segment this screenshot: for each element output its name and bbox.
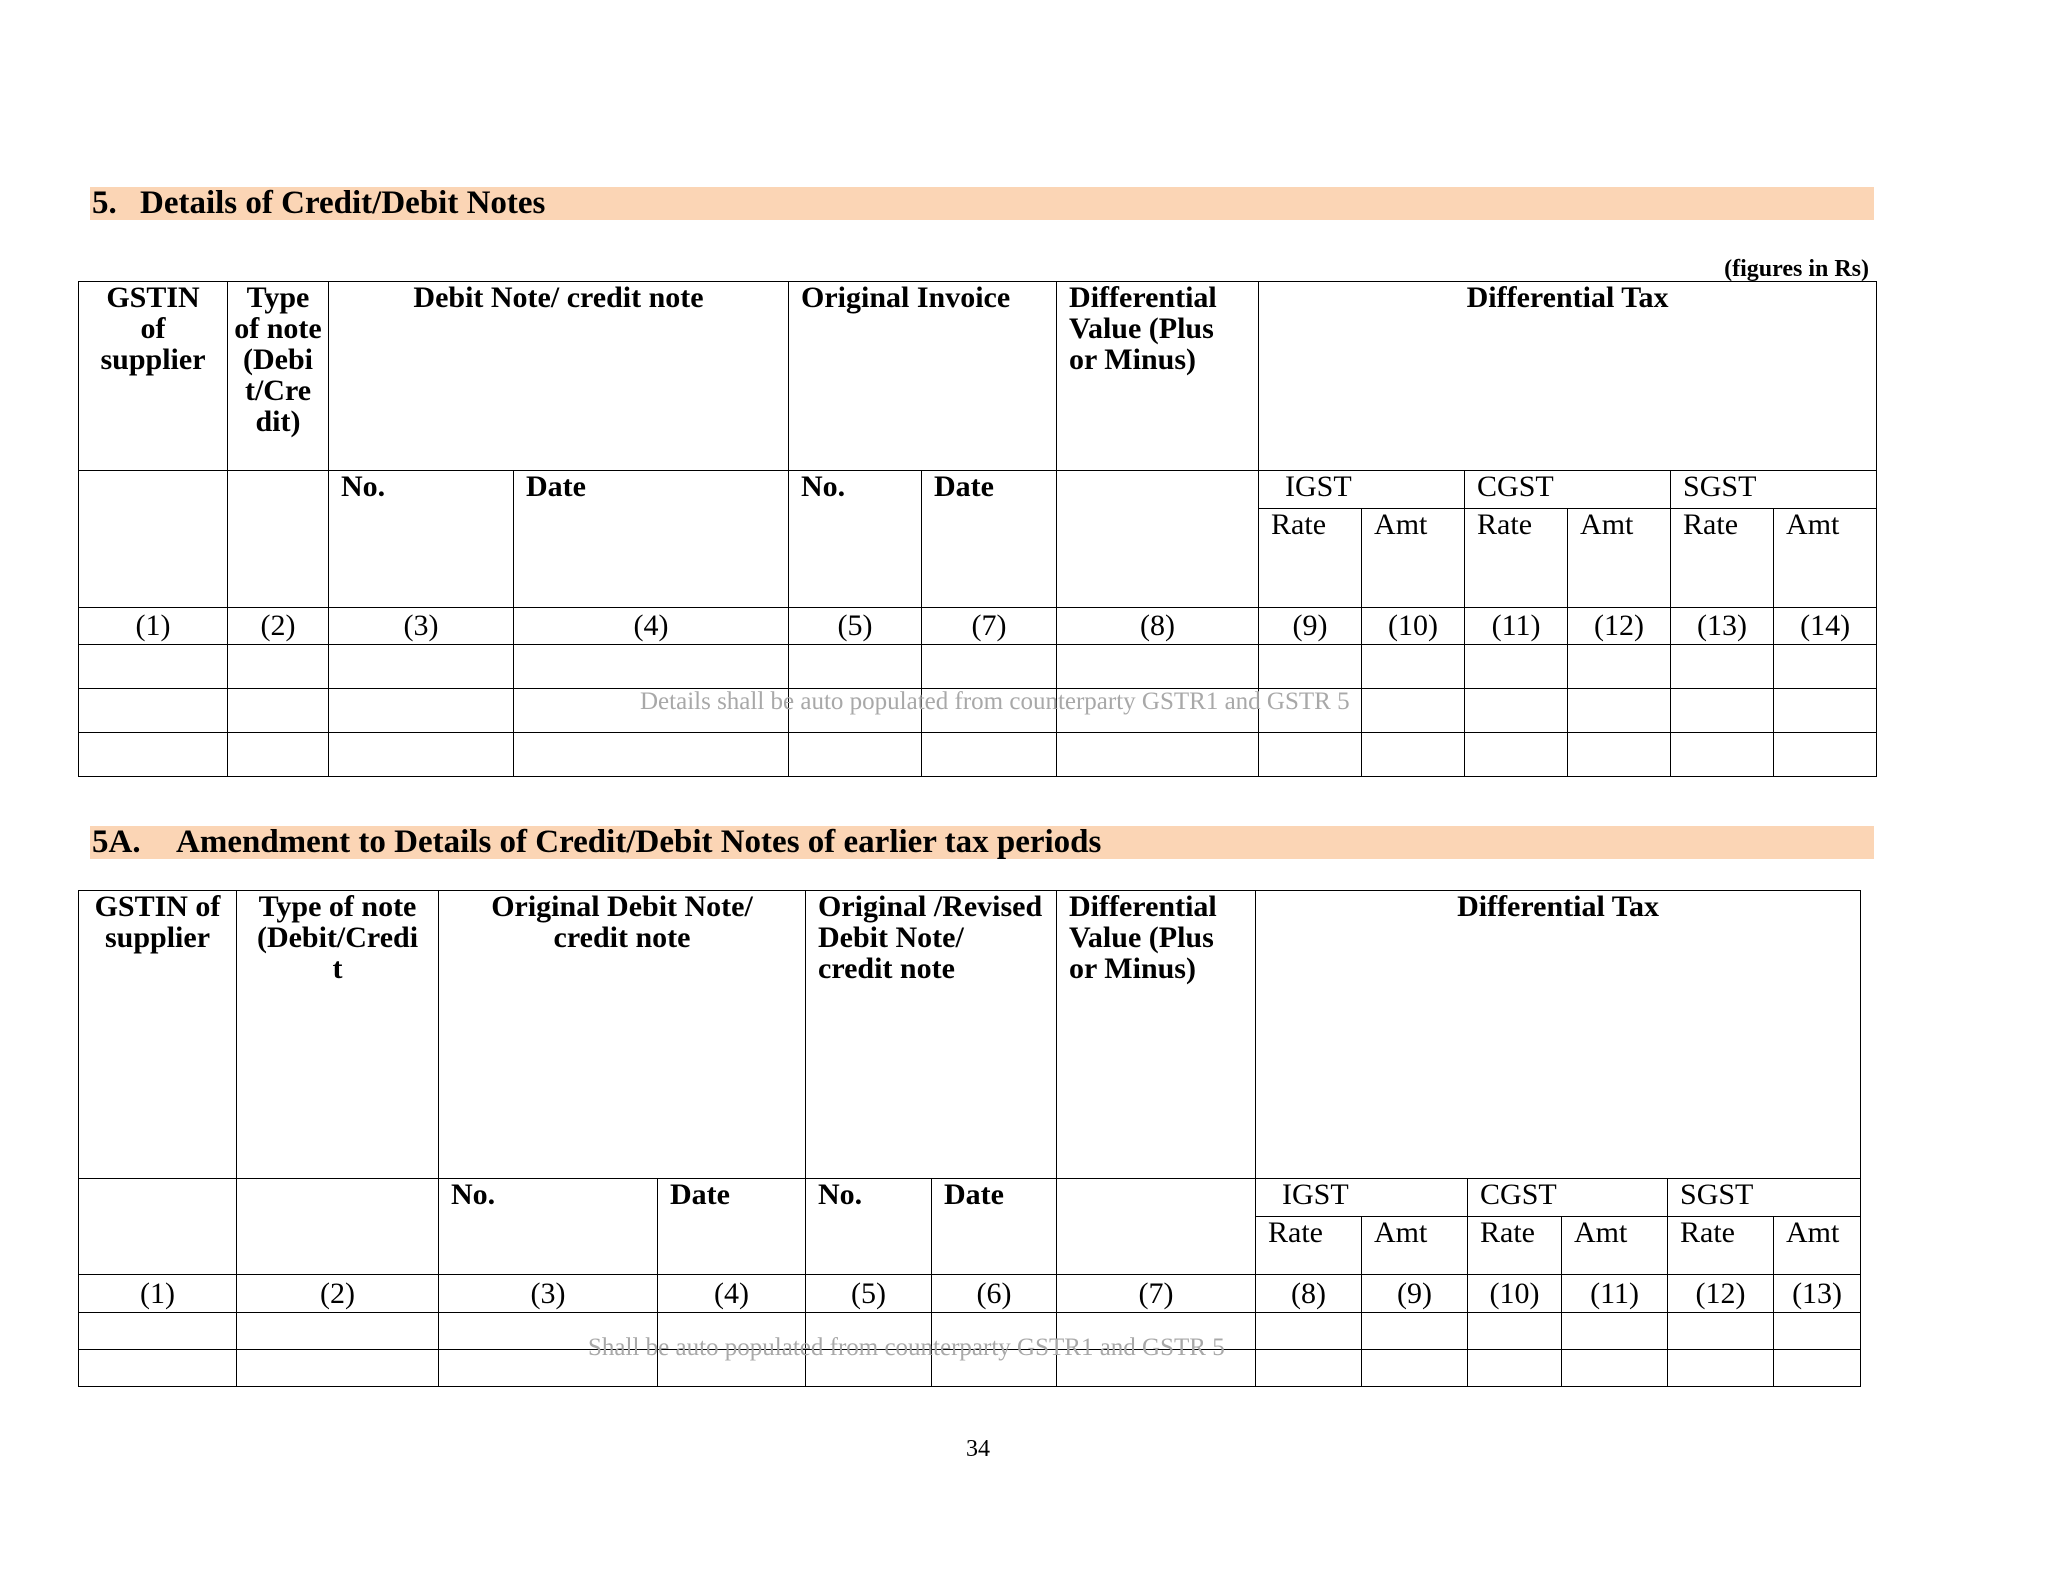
revised-date-header: Date	[932, 1179, 1057, 1275]
header-note-type: Type of note (Debit/Credi t	[237, 891, 439, 1179]
cgst-header: CGST	[1468, 1179, 1668, 1217]
col-number: (5)	[789, 608, 922, 645]
cgst-amt-header: Amt	[1568, 509, 1671, 608]
column-number-row	[79, 608, 1877, 645]
section-5-number: 5.	[92, 185, 117, 221]
note-date-header: Date	[514, 471, 789, 608]
invoice-date-header: Date	[922, 471, 1057, 608]
col-number: (9)	[1362, 1275, 1468, 1313]
sgst-rate-header: Rate	[1671, 509, 1774, 608]
igst-header: IGST	[1256, 1179, 1468, 1217]
col-number: (11)	[1562, 1275, 1668, 1313]
igst-header: IGST	[1259, 471, 1465, 509]
col-number: (12)	[1568, 608, 1671, 645]
header-note-type: Type of note (Debi t/Cre dit)	[228, 282, 329, 471]
col-number: (4)	[514, 608, 789, 645]
header-debit-credit-note: Debit Note/ credit note	[329, 282, 789, 471]
sgst-header: SGST	[1668, 1179, 1861, 1217]
auto-populate-note: Shall be auto populated from counterparty GSTR1 and GSTR 5	[588, 1334, 1225, 1361]
col-number: (10)	[1362, 608, 1465, 645]
cgst-rate-header: Rate	[1465, 509, 1568, 608]
igst-rate-header: Rate	[1256, 1217, 1362, 1275]
gstin-sub-blank	[79, 1179, 237, 1275]
col-number: (1)	[79, 608, 228, 645]
col-number: (14)	[1774, 608, 1877, 645]
col-number: (8)	[1256, 1275, 1362, 1313]
igst-rate-header: Rate	[1259, 509, 1362, 608]
gstin-sub-blank	[79, 471, 228, 608]
header-gstin: GSTIN of supplier	[79, 282, 228, 471]
sgst-rate-header: Rate	[1668, 1217, 1774, 1275]
col-number: (7)	[1057, 1275, 1256, 1313]
header-differential-tax: Differential Tax	[1256, 891, 1861, 1179]
invoice-no-header: No.	[789, 471, 922, 608]
header-differential-tax: Differential Tax	[1259, 282, 1877, 471]
cgst-header: CGST	[1465, 471, 1671, 509]
col-number: (7)	[922, 608, 1057, 645]
col-number: (13)	[1671, 608, 1774, 645]
table-row	[79, 733, 1877, 777]
section-5-heading	[90, 187, 1874, 220]
cgst-rate-header: Rate	[1468, 1217, 1562, 1275]
value-sub-blank	[1057, 471, 1259, 608]
column-number-row	[79, 1275, 1861, 1313]
col-number: (3)	[329, 608, 514, 645]
note-date-header: Date	[658, 1179, 806, 1275]
auto-populate-note: Details shall be auto populated from counterparty GSTR1 and GSTR 5	[640, 688, 1350, 715]
col-number: (4)	[658, 1275, 806, 1313]
type-sub-blank	[228, 471, 329, 608]
page-number: 34	[966, 1436, 990, 1462]
cgst-amt-header: Amt	[1562, 1217, 1668, 1275]
header-differential-value: Differential Value (Plus or Minus)	[1057, 282, 1259, 471]
section-5-title: Details of Credit/Debit Notes	[140, 185, 546, 221]
header-gstin: GSTIN of supplier	[79, 891, 237, 1179]
header-revised-note: Original /Revised Debit Note/ credit note	[806, 891, 1057, 1179]
igst-amt-header: Amt	[1362, 1217, 1468, 1275]
col-number: (2)	[237, 1275, 439, 1313]
header-original-note: Original Debit Note/ credit note	[439, 891, 806, 1179]
section-5a-title: Amendment to Details of Credit/Debit Notes of earlier tax periods	[176, 824, 1102, 860]
revised-no-header: No.	[806, 1179, 932, 1275]
igst-amt-header: Amt	[1362, 509, 1465, 608]
value-sub-blank	[1057, 1179, 1256, 1275]
note-no-header: No.	[439, 1179, 658, 1275]
sgst-amt-header: Amt	[1774, 1217, 1861, 1275]
header-differential-value: Differential Value (Plus or Minus)	[1057, 891, 1256, 1179]
amendment-credit-debit-notes-table	[78, 890, 1861, 1387]
type-sub-blank	[237, 1179, 439, 1275]
table-row	[79, 645, 1877, 689]
col-number: (3)	[439, 1275, 658, 1313]
section-5a-heading	[90, 826, 1874, 859]
section-5a-number: 5A.	[92, 824, 141, 860]
sgst-amt-header: Amt	[1774, 509, 1877, 608]
col-number: (8)	[1057, 608, 1259, 645]
col-number: (11)	[1465, 608, 1568, 645]
col-number: (6)	[932, 1275, 1057, 1313]
col-number: (5)	[806, 1275, 932, 1313]
col-number: (13)	[1774, 1275, 1861, 1313]
sgst-header: SGST	[1671, 471, 1877, 509]
col-number: (9)	[1259, 608, 1362, 645]
col-number: (10)	[1468, 1275, 1562, 1313]
col-number: (12)	[1668, 1275, 1774, 1313]
header-original-invoice: Original Invoice	[789, 282, 1057, 471]
col-number: (2)	[228, 608, 329, 645]
note-no-header: No.	[329, 471, 514, 608]
figures-unit-note: (figures in Rs)	[1724, 256, 1869, 282]
col-number: (1)	[79, 1275, 237, 1313]
